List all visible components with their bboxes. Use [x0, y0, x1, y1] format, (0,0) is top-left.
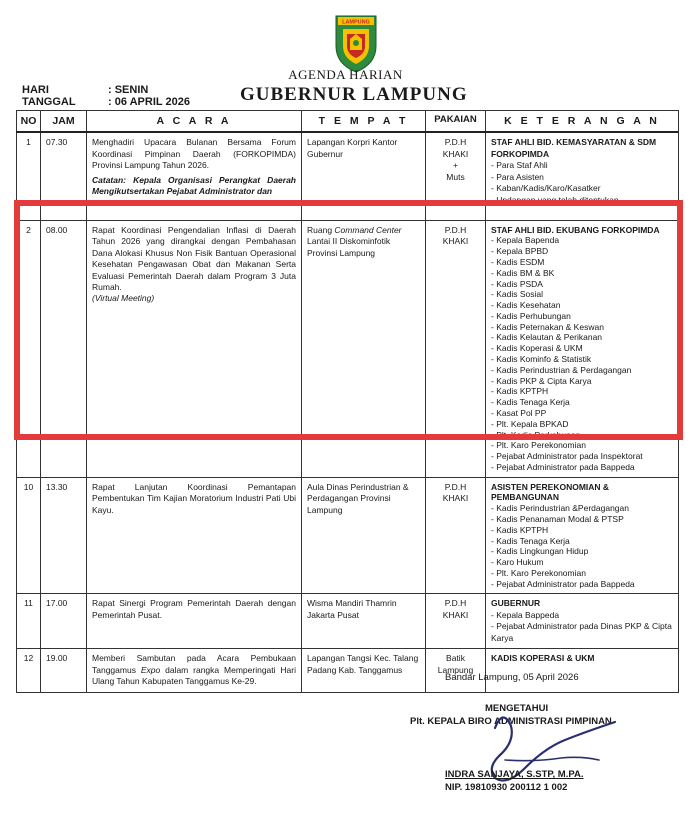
keterangan-item: - Pejabat Administrator pada Bappeda	[491, 578, 635, 589]
table-row	[17, 649, 679, 692]
lampung-coat-of-arms-logo	[333, 12, 379, 74]
keterangan-item: - Kasat Pol PP	[491, 407, 547, 418]
keterangan-item: - Kadis Tenaga Kerja	[491, 397, 570, 408]
acara-part: dalam rangka Memperingati Hari Ulang Tahun Kabupaten Tanggamus Ke-29.	[92, 664, 296, 687]
pakaian-line: +	[453, 160, 458, 171]
keterangan-item: - Plt. Karo Perekonomian	[491, 440, 586, 451]
acara-part: Expo	[140, 664, 161, 675]
table-row	[17, 594, 679, 649]
row-keterangan	[486, 477, 679, 594]
row-no: 1	[17, 132, 41, 220]
keterangan-item: - Para Staf Ahli	[491, 160, 548, 171]
keterangan-item: - Kadis PKP & Cipta Karya	[491, 375, 592, 386]
handwritten-signature	[465, 700, 635, 795]
keterangan-item: - Kadis Kominfo & Statistik	[491, 354, 592, 365]
row-tempat: Lapangan Tangsi Kec. Talang Padang Kab. Tanggamus	[302, 649, 426, 692]
highlight-box	[14, 200, 683, 440]
row-pakaian	[426, 477, 486, 594]
keterangan-item: - Kepala BPBD	[491, 246, 549, 257]
pakaian-line: P.D.H	[444, 137, 467, 148]
row-keterangan	[486, 649, 679, 692]
tempat-part: Lantai II Diskominfotik Provinsi Lampung	[307, 236, 391, 258]
keterangan-item: - Pejabat Administrator pada Inspektorat	[491, 451, 643, 462]
row-tempat: Lapangan Korpri Kantor Gubernur	[302, 132, 426, 220]
col-header-no: NO	[17, 111, 41, 133]
pakaian-line: P.D.H	[444, 481, 467, 492]
keterangan-item: - Kadis Kelautan & Perikanan	[491, 332, 603, 343]
keterangan-item: - Kadis KPTPH	[491, 524, 549, 535]
mengetahui-label: MENGETAHUI	[485, 703, 549, 714]
hari-label: HARI	[22, 84, 49, 96]
row-no: 10	[17, 477, 41, 594]
pakaian-line: Muts	[446, 171, 465, 182]
row-keterangan	[486, 594, 679, 649]
keterangan-item: - Kadis KPTPH	[491, 386, 549, 397]
keterangan-head: ASISTEN PEREKONOMIAN & PEMBANGUNAN	[491, 481, 610, 503]
col-header-pakaian: PAKAIAN	[426, 111, 486, 133]
pakaian-line: KHAKI	[442, 609, 469, 620]
table-header-row	[17, 111, 679, 133]
acara-note: (Virtual Meeting)	[92, 293, 155, 304]
acara-text: Rapat Koordinasi Pengendalian Inflasi di Daerah Tahun 2026 yang dirangkai dengan Pembahasan Dana Alokasi Khusus Non Fisik Bantuan Operasional Kesehatan Pengawasan Obat dan Makanan Serta Evaluasi Pemerintah Daerah dalam Program 3 Juta Rumah.	[92, 224, 296, 293]
hari-value: : SENIN	[108, 84, 149, 96]
keterangan-item: - Kadis Perindustrian &Perdagangan	[491, 503, 629, 514]
row-jam: 08.00	[41, 220, 87, 477]
pakaian-line: P.D.H	[444, 224, 467, 235]
agenda-title: AGENDA HARIAN	[288, 67, 403, 82]
col-header-keterangan: K E T E R A N G A N	[486, 111, 679, 133]
keterangan-item: - Kadis BM & BK	[491, 267, 555, 278]
keterangan-item: - Plt. Kadis Perkebunan	[491, 429, 581, 440]
keterangan-head: STAF AHLI BID. EKUBANG FORKOPIMDA	[491, 224, 660, 235]
row-acara: Rapat Sinergi Program Pemerintah Daerah dengan Pemerintah Pusat.	[87, 594, 302, 649]
keterangan-item: - Kadis Lingkungan Hidup	[491, 546, 589, 557]
keterangan-head: KADIS KOPERASI & UKM	[491, 653, 595, 664]
row-pakaian	[426, 649, 486, 692]
tempat-part: Command Center	[334, 224, 402, 235]
keterangan-item: - Plt. Karo Perekonomian	[491, 567, 586, 578]
row-tempat: Aula Dinas Perindustrian & Perdagangan Provinsi Lampung	[302, 477, 426, 594]
col-header-jam: JAM	[41, 111, 87, 133]
row-jam: 17.00	[41, 594, 87, 649]
row-pakaian	[426, 594, 486, 649]
signatory-position: Plt. KEPALA BIRO ADMINISTRASI PIMPINAN	[410, 716, 612, 727]
table-row	[17, 477, 679, 594]
pakaian-line: Batik	[446, 653, 465, 664]
col-header-tempat: T E M P A T	[302, 111, 426, 133]
keterangan-head: STAF AHLI BID. KEMASYARATAN & SDM FORKOPIMDA	[491, 137, 657, 159]
keterangan-item: - Plt. Kepala BPKAD	[491, 418, 569, 429]
pakaian-line: P.D.H	[444, 598, 467, 609]
keterangan-item: - Karo Hukum	[491, 557, 544, 568]
keterangan-item: - Kadis Sosial	[491, 289, 543, 300]
keterangan-item: - Kadis Tenaga Kerja	[491, 535, 570, 546]
keterangan-item: - Pejabat Administrator pada Dinas PKP & Cipta Karya	[491, 621, 672, 643]
svg-text:LAMPUNG: LAMPUNG	[342, 19, 370, 26]
tempat-part: Ruang	[307, 224, 335, 235]
signatory-name: INDRA SANJAYA, S.STP, M.PA.	[445, 769, 584, 780]
keterangan-item: - Kadis Peternakan & Keswan	[491, 321, 604, 332]
acara-text: Menghadiri Upacara Bulanan Bersama Forum Koordinasi Pimpinan Daerah (FORKOPIMDA) Provinsi Lampung Tahun 2026.	[92, 137, 296, 171]
row-acara: Rapat Lanjutan Koordinasi Pemantapan Pembentukan Tim Kajian Moratorium Industri Pati Ubi Kayu.	[87, 477, 302, 594]
row-no: 12	[17, 649, 41, 692]
row-no: 11	[17, 594, 41, 649]
row-jam: 07.30	[41, 132, 87, 220]
signatory-nip: NIP. 19810930 200112 1 002	[445, 782, 568, 793]
pakaian-line: KHAKI	[442, 236, 469, 247]
tanggal-value: : 06 APRIL 2026	[108, 96, 190, 108]
acara-note: Catatan: Kepala Organisasi Perangkat Daerah Mengikutsertakan Pejabat Administrator dan	[92, 174, 296, 197]
keterangan-item: - Kadis PSDA	[491, 278, 543, 289]
acara-part: Memberi Sambutan pada Acara Pembukaan Tanggamus	[92, 653, 296, 675]
keterangan-item: - Undangan yang telah ditentukan	[491, 194, 619, 205]
keterangan-item: - Kadis Penanaman Modal & PTSP	[491, 513, 624, 524]
governor-title: GUBERNUR LAMPUNG	[240, 84, 468, 105]
place-date: Bandar Lampung, 05 April 2026	[445, 672, 579, 683]
keterangan-item: - Kadis Kesehatan	[491, 300, 561, 311]
keterangan-item: - Kadis ESDM	[491, 257, 545, 268]
keterangan-item: - Kepala Bappeda	[491, 609, 560, 620]
tanggal-label: TANGGAL	[22, 96, 76, 108]
row-tempat: Wisma Mandiri Thamrin Jakarta Pusat	[302, 594, 426, 649]
pakaian-line: Lampung	[437, 664, 474, 675]
pakaian-line: KHAKI	[442, 493, 469, 504]
keterangan-head: GUBERNUR	[491, 598, 541, 609]
row-acara	[87, 649, 302, 692]
pakaian-line: KHAKI	[442, 148, 469, 159]
row-jam: 19.00	[41, 649, 87, 692]
keterangan-item: - Pejabat Administrator pada Bappeda	[491, 461, 635, 472]
keterangan-item: - Kepala Bapenda	[491, 235, 560, 246]
keterangan-item: - Kadis Koperasi & UKM	[491, 343, 583, 354]
col-header-acara: A C A R A	[87, 111, 302, 133]
keterangan-item: - Para Asisten	[491, 171, 544, 182]
keterangan-item: - Kadis Perindustrian & Perdagangan	[491, 364, 632, 375]
row-no: 2	[17, 220, 41, 477]
keterangan-item: - Kaban/Kadis/Karo/Kasatker	[491, 183, 601, 194]
keterangan-item: - Kadis Perhubungan	[491, 310, 571, 321]
row-jam: 13.30	[41, 477, 87, 594]
